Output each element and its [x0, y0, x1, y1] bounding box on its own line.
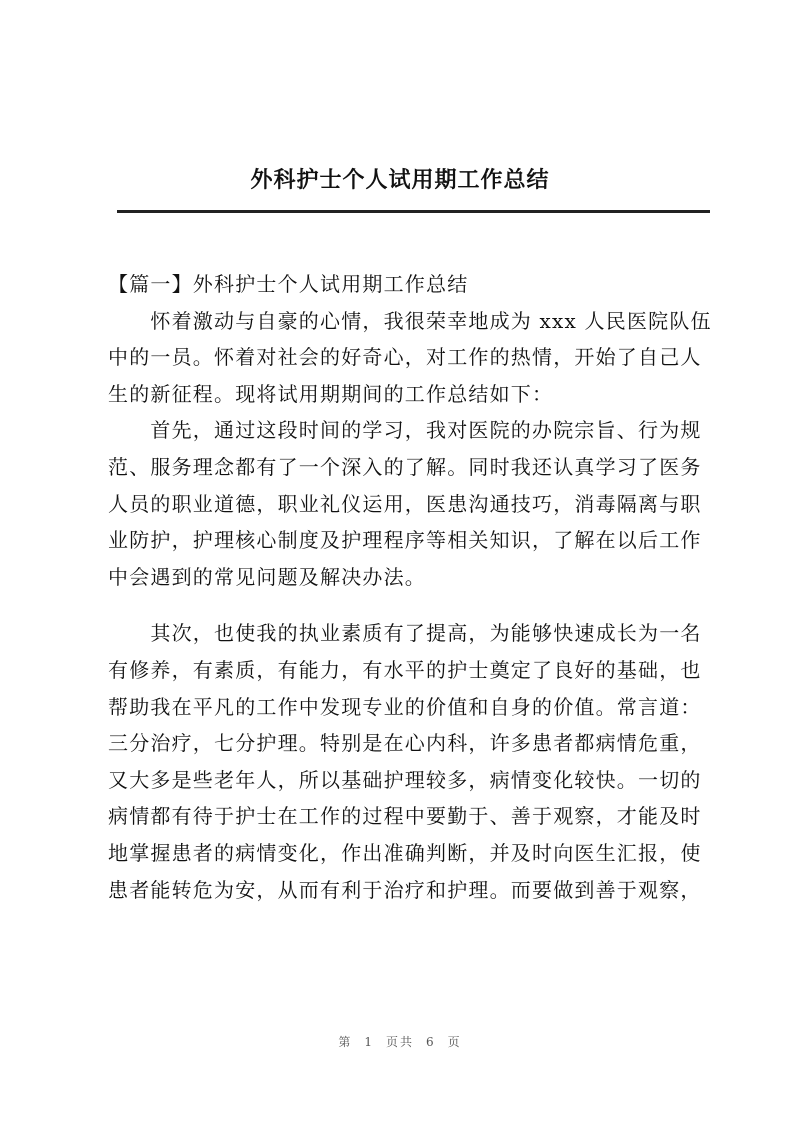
body-line: 范、服务理念都有了一个深入的了解。同时我还认真学习了医务 — [108, 454, 702, 479]
body-line: 患者能转危为安，从而有利于治疗和护理。而要做到善于观察， — [108, 877, 702, 902]
document-title: 外科护士个人试用期工作总结 — [250, 167, 550, 193]
body-line: 帮助我在平凡的工作中发现专业的价值和自身的价值。常言道： — [108, 694, 702, 719]
page-footer — [0, 1033, 800, 1050]
body-line: 其次，也使我的执业素质有了提高，为能够快速成长为一名 — [108, 621, 702, 646]
body-line: 人员的职业道德，职业礼仪运用，医患沟通技巧，消毒隔离与职 — [108, 491, 702, 516]
body-line: 生的新征程。现将试用期期间的工作总结如下： — [108, 381, 554, 406]
body-line: 中会遇到的常见问题及解决办法。 — [108, 564, 426, 589]
footer-middle: 页共 — [385, 1035, 414, 1049]
body-line: 业防护，护理核心制度及护理程序等相关知识，了解在以后工作 — [108, 528, 702, 553]
footer-suffix: 页 — [447, 1035, 462, 1049]
body-line: 地掌握患者的病情变化，作出准确判断，并及时向医生汇报，使 — [108, 840, 702, 865]
body-line: 三分治疗，七分护理。特别是在心内科，许多患者都病情危重， — [108, 731, 702, 756]
body-line: 中的一员。怀着对社会的好奇心，对工作的热情，开始了自己人 — [108, 345, 702, 370]
body-line: 有修养，有素质，有能力，有水平的护士奠定了良好的基础，也 — [108, 657, 702, 682]
body-line: 怀着激动与自豪的心情，我很荣幸地成为 xxx 人民医院队伍 — [108, 308, 712, 333]
document-body — [108, 266, 712, 908]
body-line: 又大多是些老年人，所以基础护理较多，病情变化较快。一切的 — [108, 767, 702, 792]
footer-total-pages: 6 — [426, 1035, 436, 1049]
section-heading: 【篇一】外科护士个人试用期工作总结 — [108, 272, 469, 296]
footer-prefix: 第 — [338, 1035, 353, 1049]
footer-page-number: 1 — [364, 1035, 374, 1049]
body-line: 首先，通过这段时间的学习，我对医院的办院宗旨、行为规 — [108, 418, 702, 443]
body-line: 病情都有待于护士在工作的过程中要勤于、善于观察，才能及时 — [108, 804, 702, 829]
title-underline — [117, 210, 710, 213]
